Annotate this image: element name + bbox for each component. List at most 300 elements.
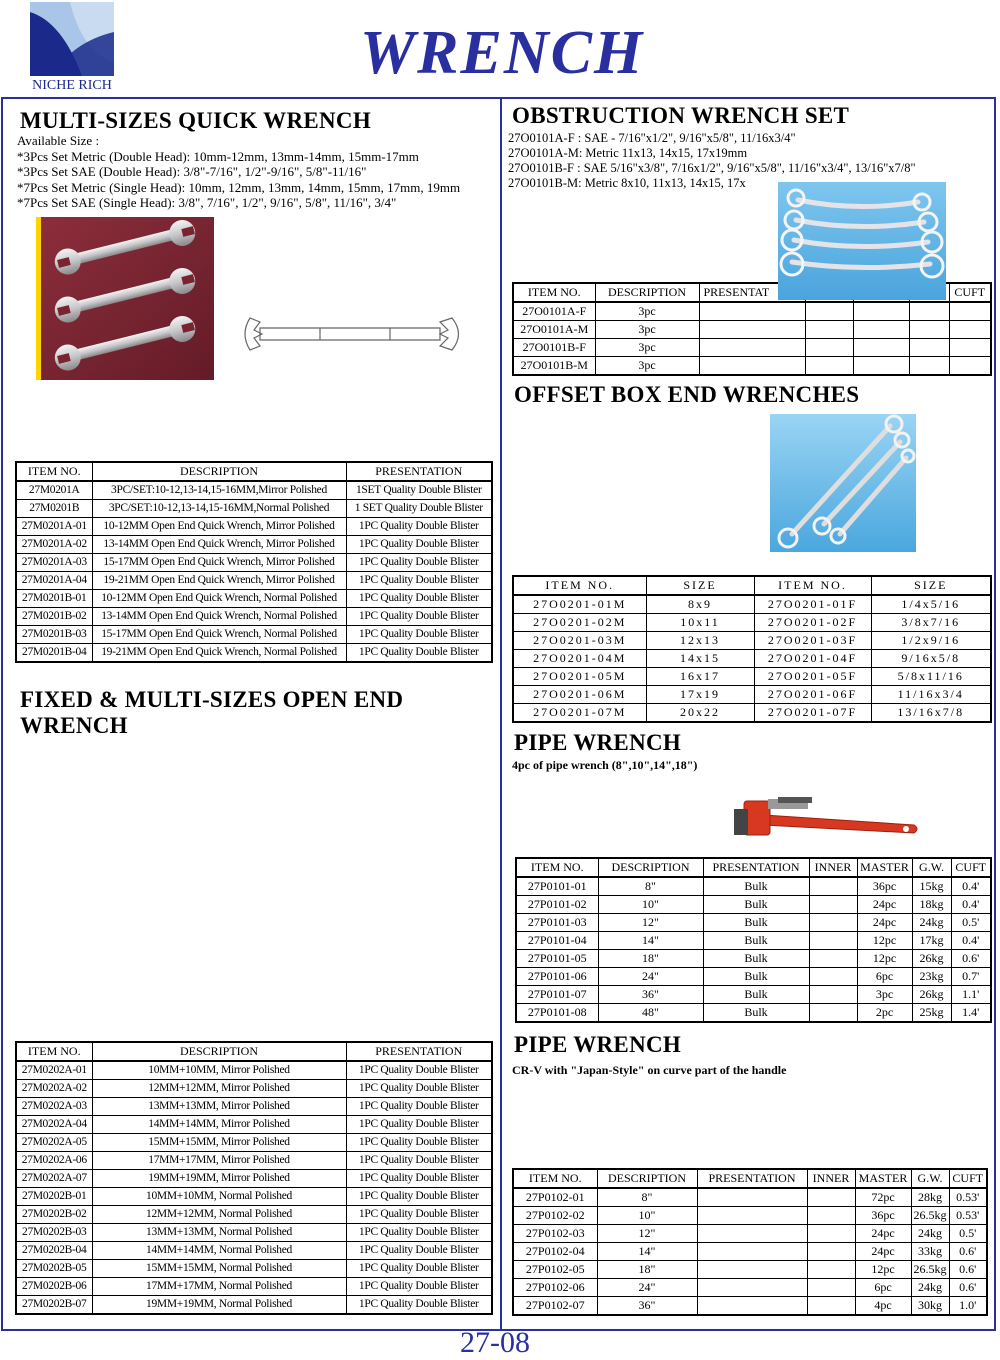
info-line: 27O0101A-M: Metric 11x13, 14x15, 17x19mm [508, 146, 748, 160]
header-cell: ITEM NO. [516, 858, 598, 877]
table-cell: 24kg [911, 1225, 949, 1243]
table-cell: 13/16x7/8 [871, 704, 991, 723]
table-header-row [16, 462, 492, 481]
table-cell: 13-14MM Open End Quick Wrench, Normal Polished [92, 608, 346, 626]
table-cell: 15kg [912, 877, 951, 896]
multi-sizes-table [15, 461, 493, 663]
table-row [513, 1279, 987, 1297]
table-cell: Bulk [703, 950, 809, 968]
table-cell: 27P0102-03 [513, 1225, 597, 1243]
table-cell: 4pc [855, 1297, 911, 1316]
table-cell: 1PC Quality Double Blister [346, 1152, 492, 1170]
table-cell: 24kg [911, 1279, 949, 1297]
table-cell: 24pc [855, 1243, 911, 1261]
table-cell: 27M0201A-03 [16, 554, 92, 572]
info-line: 27O0101B-F : SAE 5/16"x3/8", 7/16x1/2", 9/16"x5/8", 11/16"x3/4", 13/16"x7/8" [508, 161, 916, 175]
table-cell: 27P0101-06 [516, 968, 598, 986]
table-header-row [513, 576, 991, 595]
table-row [516, 877, 991, 896]
table-cell: 15-17MM Open End Quick Wrench, Mirror Polished [92, 554, 346, 572]
column-divider [500, 97, 502, 1331]
table-cell: 1.0' [949, 1297, 987, 1316]
table-cell: 10MM+10MM, Normal Polished [92, 1188, 346, 1206]
table-cell: 1PC Quality Double Blister [346, 1170, 492, 1188]
table-row [16, 1188, 492, 1206]
table-row [16, 536, 492, 554]
table-cell: 19-21MM Open End Quick Wrench, Normal Polished [92, 644, 346, 663]
fixed-multi-title-line: FIXED & MULTI-SIZES OPEN END [20, 687, 404, 712]
table-cell [949, 339, 991, 357]
table-cell: 3pc [857, 986, 912, 1004]
table-cell [809, 1004, 857, 1023]
table-body [516, 877, 991, 1022]
table-cell: 27M0201A [16, 481, 92, 500]
table-cell: 17kg [912, 932, 951, 950]
table-cell [807, 1243, 855, 1261]
table-cell: 23kg [912, 968, 951, 986]
table-cell: 26.5kg [911, 1207, 949, 1225]
table-body [16, 1061, 492, 1314]
table-cell: 1PC Quality Double Blister [346, 590, 492, 608]
table-body [513, 595, 991, 722]
table-cell: 1PC Quality Double Blister [346, 536, 492, 554]
table-cell: 27M0201B-03 [16, 626, 92, 644]
table-cell: 48" [598, 1004, 703, 1023]
table-cell [697, 1207, 807, 1225]
fixed-multi-table [15, 1041, 493, 1315]
table-row [16, 1116, 492, 1134]
table-row [516, 932, 991, 950]
table-cell: 27M0201A-02 [16, 536, 92, 554]
table-cell: 19-21MM Open End Quick Wrench, Mirror Polished [92, 572, 346, 590]
table-cell [805, 357, 853, 376]
table-cell: 10MM+10MM, Mirror Polished [92, 1061, 346, 1080]
table-row [516, 968, 991, 986]
table-cell: 13-14MM Open End Quick Wrench, Mirror Polished [92, 536, 346, 554]
info-line: 27O0101A-F : SAE - 7/16"x1/2", 9/16"x5/8", 11/16x3/4" [508, 131, 796, 145]
table-cell: 1PC Quality Double Blister [346, 1224, 492, 1242]
header-cell: MASTER [855, 1169, 911, 1188]
table-cell [697, 1261, 807, 1279]
table-cell [805, 302, 853, 321]
info-line: *7Pcs Set Metric (Single Head): 10mm, 12mm, 13mm, 14mm, 15mm, 17mm, 19mm [17, 179, 461, 195]
table-cell: 27M0202A-01 [16, 1061, 92, 1080]
table-cell [809, 877, 857, 896]
table-cell: 12x13 [646, 632, 754, 650]
table-cell: 27M0201B-01 [16, 590, 92, 608]
table-row [513, 357, 991, 376]
table-cell: 27M0202B-01 [16, 1188, 92, 1206]
table-cell: 12pc [855, 1261, 911, 1279]
table-cell [809, 968, 857, 986]
table-row [513, 632, 991, 650]
fixed-multi-title [20, 687, 403, 739]
table-cell: 18" [597, 1261, 697, 1279]
table-cell: 1PC Quality Double Blister [346, 1134, 492, 1152]
table-cell: 13MM+13MM, Normal Polished [92, 1224, 346, 1242]
table-cell: 0.7' [951, 968, 991, 986]
table-cell: 27O0201-06M [513, 686, 646, 704]
table-cell: 0.6' [951, 950, 991, 968]
pipe-wrench-table [515, 857, 992, 1023]
table-header-row [513, 1169, 987, 1188]
table-cell: 27P0101-02 [516, 896, 598, 914]
header-cell: ITEM NO. [754, 576, 871, 595]
header-cell: DESCRIPTION [597, 1169, 697, 1188]
table-cell [809, 950, 857, 968]
table-cell: 1PC Quality Double Blister [346, 554, 492, 572]
header-cell: INNER [809, 858, 857, 877]
table-row [513, 668, 991, 686]
header-cell: SIZE [646, 576, 754, 595]
table-cell: 26kg [912, 986, 951, 1004]
table-row [513, 1207, 987, 1225]
header-cell: PRESENTATION [346, 462, 492, 481]
table-cell: 27O0101B-F [513, 339, 595, 357]
table-cell: 36pc [855, 1207, 911, 1225]
table-cell: Bulk [703, 932, 809, 950]
table-cell: 1PC Quality Double Blister [346, 1098, 492, 1116]
table-header-row [16, 1042, 492, 1061]
table-cell: 27O0201-02F [754, 614, 871, 632]
table-cell: 27P0102-02 [513, 1207, 597, 1225]
table-cell: 1PC Quality Double Blister [346, 1206, 492, 1224]
table-cell: 27M0201A-01 [16, 518, 92, 536]
table-row [16, 1098, 492, 1116]
brand-name: NICHE RICH [32, 78, 112, 93]
obstruction-wrench-photo [778, 182, 946, 300]
table-cell [805, 321, 853, 339]
table-cell: 1PC Quality Double Blister [346, 1061, 492, 1080]
table-cell: 27M0201A-04 [16, 572, 92, 590]
fixed-multi-title-line: WRENCH [20, 713, 128, 738]
table-cell [853, 357, 909, 376]
info-line: *3Pcs Set SAE (Double Head): 3/8"-7/16", 1/2"-9/16", 5/8"-11/16" [17, 164, 367, 179]
table-cell: 8x9 [646, 595, 754, 614]
table-cell: 1PC Quality Double Blister [346, 1278, 492, 1296]
table-cell [807, 1279, 855, 1297]
table-cell: 27O0201-05F [754, 668, 871, 686]
table-cell: 27O0201-07M [513, 704, 646, 723]
table-cell: 36pc [857, 877, 912, 896]
table-cell: 26kg [912, 950, 951, 968]
table-cell: 3/8x7/16 [871, 614, 991, 632]
table-cell: Bulk [703, 986, 809, 1004]
table-row [513, 1225, 987, 1243]
table-row [16, 572, 492, 590]
table-cell: 14MM+14MM, Normal Polished [92, 1242, 346, 1260]
table-cell: 10" [598, 896, 703, 914]
table-cell: 27P0102-04 [513, 1243, 597, 1261]
offset-title: OFFSET BOX END WRENCHES [514, 382, 860, 407]
table-cell: 6pc [857, 968, 912, 986]
table-row [516, 1004, 991, 1023]
table-cell: 27P0101-01 [516, 877, 598, 896]
table-cell: 0.4' [951, 896, 991, 914]
table-cell: 33kg [911, 1243, 949, 1261]
table-cell: 27O0201-04M [513, 650, 646, 668]
header-cell: DESCRIPTION [92, 462, 346, 481]
table-cell: 1.4' [951, 1004, 991, 1023]
table-cell: 36" [597, 1297, 697, 1316]
table-cell: 14MM+14MM, Mirror Polished [92, 1116, 346, 1134]
table-cell: 12MM+12MM, Mirror Polished [92, 1080, 346, 1098]
table-cell [809, 914, 857, 932]
table-cell: 27M0202B-04 [16, 1242, 92, 1260]
table-row [513, 302, 991, 321]
table-row [516, 950, 991, 968]
table-cell [699, 321, 805, 339]
page-number: 27-08 [460, 1326, 530, 1359]
table-cell: 24kg [912, 914, 951, 932]
table-cell: 1PC Quality Double Blister [346, 626, 492, 644]
table-cell: 27O0201-06F [754, 686, 871, 704]
table-cell: 27P0101-08 [516, 1004, 598, 1023]
table-cell: 8" [598, 877, 703, 896]
table-cell: 27M0202A-06 [16, 1152, 92, 1170]
offset-table [512, 575, 992, 723]
pipe-wrench-crv-info: CR-V with "Japan-Style" on curve part of the handle [512, 1063, 787, 1077]
table-cell: 27M0202B-02 [16, 1206, 92, 1224]
header-cell: CUFT [951, 858, 991, 877]
header-cell: ITEM NO. [16, 1042, 92, 1061]
table-cell: 2pc [857, 1004, 912, 1023]
table-cell: 17x19 [646, 686, 754, 704]
header-cell: MASTER [857, 858, 912, 877]
header-cell: ITEM NO. [16, 462, 92, 481]
table-row [513, 614, 991, 632]
table-cell: 9/16x5/8 [871, 650, 991, 668]
table-row [513, 339, 991, 357]
table-cell: 10-12MM Open End Quick Wrench, Mirror Polished [92, 518, 346, 536]
table-cell: 3pc [595, 321, 699, 339]
table-cell: 3pc [595, 302, 699, 321]
table-cell: 27O0201-07F [754, 704, 871, 723]
table-cell: 16x17 [646, 668, 754, 686]
table-cell: 27P0101-07 [516, 986, 598, 1004]
table-cell: 3PC/SET:10-12,13-14,15-16MM,Normal Polished [92, 500, 346, 518]
table-cell: 14x15 [646, 650, 754, 668]
header-cell: PRESENTATION [703, 858, 809, 877]
table-cell [809, 896, 857, 914]
table-cell [853, 302, 909, 321]
header-cell: PRESENTATION [346, 1042, 492, 1061]
info-line: *3Pcs Set Metric (Double Head): 10mm-12mm, 13mm-14mm, 15mm-17mm [17, 148, 419, 164]
table-cell: 10" [597, 1207, 697, 1225]
table-cell [809, 932, 857, 950]
table-cell: 27O0101B-M [513, 357, 595, 376]
info-line: Available Size : [17, 133, 100, 148]
table-cell: 27O0201-01M [513, 595, 646, 614]
table-row [16, 1278, 492, 1296]
header-cell: SIZE [871, 576, 991, 595]
table-cell [697, 1188, 807, 1207]
table-cell: Bulk [703, 896, 809, 914]
table-cell: 27O0201-03F [754, 632, 871, 650]
table-row [16, 554, 492, 572]
table-cell: 3PC/SET:10-12,13-14,15-16MM,Mirror Polished [92, 481, 346, 500]
offset-wrench-photo [770, 414, 916, 552]
table-cell [809, 986, 857, 1004]
table-row [16, 1152, 492, 1170]
header-cell: DESCRIPTION [92, 1042, 346, 1061]
table-row [513, 1297, 987, 1316]
table-row [16, 608, 492, 626]
obstruction-title: OBSTRUCTION WRENCH SET [512, 103, 850, 128]
table-cell: 28kg [911, 1188, 949, 1207]
table-row [16, 1242, 492, 1260]
table-cell: 27P0101-03 [516, 914, 598, 932]
table-cell [697, 1243, 807, 1261]
table-cell: 12pc [857, 932, 912, 950]
table-cell: 27M0201B [16, 500, 92, 518]
info-line: 27O0101B-M: Metric 8x10, 11x13, 14x15, 17x [508, 176, 746, 190]
table-cell: 15MM+15MM, Normal Polished [92, 1260, 346, 1278]
table-row [513, 1261, 987, 1279]
table-header-row [516, 858, 991, 877]
table-cell: 1/4x5/16 [871, 595, 991, 614]
page-title: WRENCH [360, 19, 645, 87]
table-cell: 1PC Quality Double Blister [346, 608, 492, 626]
header-cell: CUFT [949, 1169, 987, 1188]
table-row [16, 626, 492, 644]
brand-logo [22, 2, 122, 94]
table-cell: 12" [598, 914, 703, 932]
table-cell: 27O0101A-M [513, 321, 595, 339]
table-cell [949, 357, 991, 376]
table-cell [909, 339, 949, 357]
table-cell: 1PC Quality Double Blister [346, 1080, 492, 1098]
table-cell: 1PC Quality Double Blister [346, 1116, 492, 1134]
table-cell: 18" [598, 950, 703, 968]
table-cell: 27M0202B-06 [16, 1278, 92, 1296]
table-cell: 27P0102-01 [513, 1188, 597, 1207]
table-row [516, 986, 991, 1004]
table-cell: 1PC Quality Double Blister [346, 518, 492, 536]
table-cell: 0.4' [951, 932, 991, 950]
table-cell: 27M0202B-07 [16, 1296, 92, 1315]
table-cell: 6pc [855, 1279, 911, 1297]
table-cell: 27M0201B-02 [16, 608, 92, 626]
table-cell [949, 302, 991, 321]
table-cell: 24pc [857, 896, 912, 914]
quick-wrench-set-photo [36, 217, 214, 380]
table-cell: 14" [598, 932, 703, 950]
table-cell: 5/8x11/16 [871, 668, 991, 686]
table-cell: 1PC Quality Double Blister [346, 572, 492, 590]
table-cell [807, 1207, 855, 1225]
table-cell: 72pc [855, 1188, 911, 1207]
table-cell: 12pc [857, 950, 912, 968]
table-cell [909, 302, 949, 321]
table-cell: 27M0202A-02 [16, 1080, 92, 1098]
table-cell: 1SET Quality Double Blister [346, 481, 492, 500]
table-cell: 20x22 [646, 704, 754, 723]
table-cell [805, 339, 853, 357]
table-cell: 1 SET Quality Double Blister [346, 500, 492, 518]
table-cell: 0.53' [949, 1188, 987, 1207]
table-cell: 8" [597, 1188, 697, 1207]
table-cell: 0.5' [949, 1225, 987, 1243]
pipe-wrench-title: PIPE WRENCH [514, 730, 682, 755]
table-cell [697, 1297, 807, 1316]
table-row [513, 321, 991, 339]
table-cell: 19MM+19MM, Normal Polished [92, 1296, 346, 1315]
table-cell: 27M0202A-07 [16, 1170, 92, 1188]
table-cell: 27M0201B-04 [16, 644, 92, 663]
table-cell: 27O0201-01F [754, 595, 871, 614]
header-cell: G.W. [912, 858, 951, 877]
table-cell: 27M0202B-05 [16, 1260, 92, 1278]
table-cell: 25kg [912, 1004, 951, 1023]
header-cell: ITEM NO. [513, 283, 595, 302]
header-cell: DESCRIPTION [598, 858, 703, 877]
table-cell: 0.4' [951, 877, 991, 896]
table-cell: 1PC Quality Double Blister [346, 1188, 492, 1206]
header-cell: ITEM NO. [513, 1169, 597, 1188]
table-cell: 0.6' [949, 1261, 987, 1279]
table-cell: 24" [597, 1279, 697, 1297]
logo-mark [22, 2, 122, 80]
header-cell: ITEM NO. [513, 576, 646, 595]
table-cell: 1PC Quality Double Blister [346, 644, 492, 663]
table-cell: 1PC Quality Double Blister [346, 1242, 492, 1260]
table-cell: 15MM+15MM, Mirror Polished [92, 1134, 346, 1152]
table-row [16, 1296, 492, 1315]
table-cell [807, 1225, 855, 1243]
table-cell [807, 1261, 855, 1279]
info-line: *7Pcs Set SAE (Single Head): 3/8", 7/16", 1/2", 9/16", 5/8", 11/16", 3/4" [17, 195, 397, 210]
table-cell [853, 339, 909, 357]
table-row [16, 1061, 492, 1080]
table-row [513, 686, 991, 704]
table-cell: 18kg [912, 896, 951, 914]
multi-sizes-title: MULTI-SIZES QUICK WRENCH [20, 108, 372, 133]
table-cell [699, 357, 805, 376]
table-cell: 1PC Quality Double Blister [346, 1260, 492, 1278]
table-cell: 12" [597, 1225, 697, 1243]
pipe-wrench-crv-title: PIPE WRENCH [514, 1032, 682, 1057]
table-cell: 24pc [855, 1225, 911, 1243]
table-body [513, 1188, 987, 1315]
table-row [16, 500, 492, 518]
table-cell: 27M0202B-03 [16, 1224, 92, 1242]
table-cell [807, 1297, 855, 1316]
table-row [516, 896, 991, 914]
table-cell: 19MM+19MM, Mirror Polished [92, 1170, 346, 1188]
table-row [513, 1243, 987, 1261]
table-row [16, 590, 492, 608]
table-cell: 17MM+17MM, Mirror Polished [92, 1152, 346, 1170]
table-row [16, 1260, 492, 1278]
table-row [16, 1134, 492, 1152]
table-cell: 27P0102-05 [513, 1261, 597, 1279]
table-cell: 3pc [595, 339, 699, 357]
table-body [513, 302, 991, 375]
multi-sizes-info [17, 133, 460, 211]
table-cell: 27P0102-07 [513, 1297, 597, 1316]
table-row [16, 1170, 492, 1188]
pipe-wrench-photo [724, 795, 920, 841]
table-cell: 10-12MM Open End Quick Wrench, Normal Polished [92, 590, 346, 608]
table-cell [909, 357, 949, 376]
header-cell: G.W. [911, 1169, 949, 1188]
table-cell: 27M0202A-03 [16, 1098, 92, 1116]
table-row [16, 518, 492, 536]
table-cell: 30kg [911, 1297, 949, 1316]
table-cell: 0.6' [949, 1279, 987, 1297]
table-cell [909, 321, 949, 339]
